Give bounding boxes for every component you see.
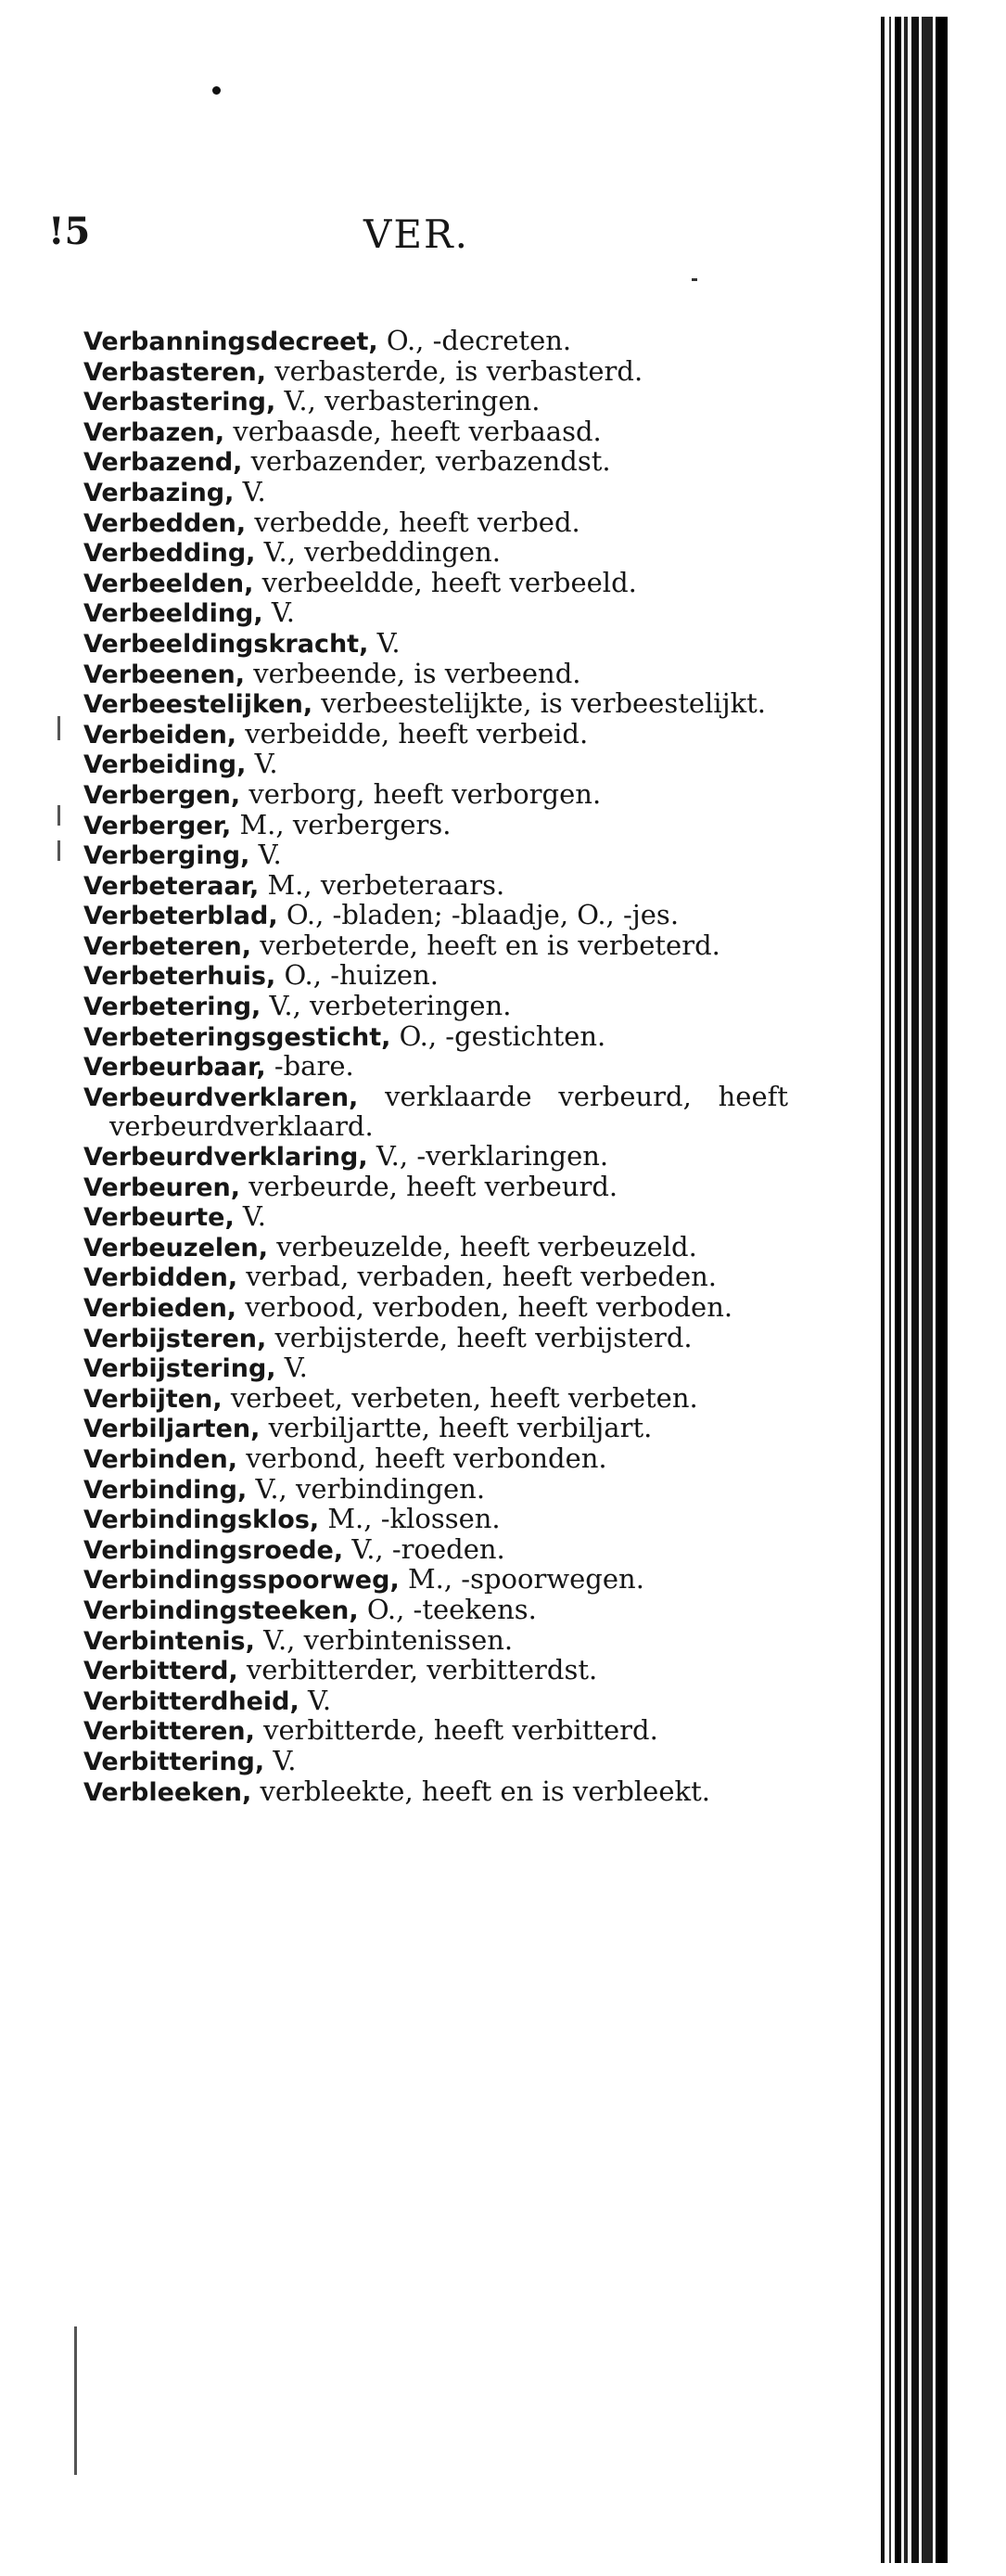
dictionary-entry [83, 1472, 788, 1506]
entry-headword: Verbazing, [83, 478, 235, 507]
entry-headword: Verbedding, [83, 539, 256, 569]
entry-headword: Verbijstering, [83, 1354, 276, 1384]
dictionary-entry [83, 626, 788, 660]
dictionary-entry [83, 868, 788, 902]
entry-headword: Verbeurbaar, [83, 1053, 266, 1083]
entry-definition: V. [271, 596, 295, 629]
entry-headword: Verbanningsdecreet, [83, 327, 378, 356]
entry-headword: Verbastering, [83, 388, 276, 417]
dictionary-entry [83, 475, 788, 508]
entry-headword: Verbintenis, [83, 1626, 255, 1656]
entry-headword: Verbeurdverklaren, [83, 1083, 359, 1112]
entry-headword: Verbijten, [83, 1384, 223, 1414]
dictionary-entry [83, 901, 788, 931]
dictionary-entry [83, 1656, 788, 1686]
entry-definition: V., verbintenissen. [263, 1623, 514, 1656]
entry-headword: Verbeteren, [83, 931, 252, 961]
entry-headword: Verbijsteren, [83, 1324, 267, 1353]
dictionary-entry [83, 1202, 788, 1233]
dictionary-entry [83, 327, 788, 357]
entry-definition: verbasterde, is verbasterd. [274, 354, 643, 387]
entry-definition: V. [273, 1744, 297, 1776]
entry-definition: verbijsterde, heeft verbijsterd. [274, 1321, 693, 1353]
entry-headword: Verbazen, [83, 417, 225, 447]
entry-headword: Verbeiden, [83, 720, 237, 750]
entry-headword: Verbazend, [83, 448, 243, 478]
entry-definition: M., -spoorwegen. [407, 1563, 644, 1596]
dictionary-entry [83, 1414, 788, 1444]
dictionary-entry [83, 1019, 788, 1053]
dictionary-entry [83, 1744, 788, 1777]
entry-definition: O., -decreten. [386, 325, 572, 356]
dictionary-entry [83, 1230, 788, 1263]
entry-list [83, 327, 788, 1807]
entry-headword: Verbasteren, [83, 357, 266, 387]
dictionary-entry [83, 961, 788, 992]
dictionary-entry [83, 1686, 788, 1717]
entry-headword: Verbindingsklos, [83, 1506, 320, 1535]
dictionary-entry [83, 566, 788, 599]
binding-edge [881, 17, 948, 2563]
entry-definition: V., -roeden. [351, 1532, 505, 1565]
entry-definition: O., -gestichten. [399, 1019, 606, 1052]
entry-definition: verbond, heeft verbonden. [246, 1442, 607, 1474]
dictionary-entry [83, 750, 788, 780]
entry-definition: verbeuzelde, heeft verbeuzeld. [276, 1230, 697, 1262]
entry-definition: V. [376, 626, 401, 659]
entry-headword: Verbeteringsgesticht, [83, 1022, 391, 1052]
dictionary-entry [83, 387, 788, 417]
entry-headword: Verbeurdverklaring, [83, 1143, 368, 1173]
entry-headword: Verbindingsspoorweg, [83, 1566, 400, 1596]
entry-headword: Verbeenen, [83, 660, 246, 689]
entry-headword: Verbeterblad, [83, 902, 278, 931]
dictionary-entry [83, 1777, 788, 1808]
entry-headword: Verbidden, [83, 1263, 238, 1293]
entry-headword: Verbieden, [83, 1294, 237, 1323]
entry-headword: Verbindingsteeken, [83, 1596, 359, 1625]
entry-headword: Verbindingsroede, [83, 1535, 344, 1565]
entry-definition: V. [242, 475, 266, 507]
entry-definition: verbazender, verbazendst. [250, 445, 611, 478]
entry-headword: Verbitterd, [83, 1657, 238, 1686]
dictionary-entry [83, 1052, 788, 1083]
dictionary-entry [83, 1716, 788, 1747]
entry-headword: Verbitterdheid, [83, 1686, 299, 1716]
entry-headword: Verbeeldingskracht, [83, 629, 369, 659]
page-number: !5 [48, 210, 91, 253]
entry-definition: -bare. [274, 1050, 354, 1083]
entry-definition: V. [284, 1352, 308, 1384]
entry-definition: V., verbindingen. [255, 1472, 486, 1505]
running-head: VER. [363, 211, 469, 257]
entry-definition: V. [308, 1684, 332, 1716]
entry-headword: Verbiljarten, [83, 1415, 261, 1444]
margin-mark [57, 716, 60, 740]
entry-definition: V., verbasteringen. [284, 385, 541, 417]
entry-definition: verbeeldde, heeft verbeeld. [261, 566, 637, 598]
entry-definition: verbaasde, heeft verbaasd. [233, 415, 602, 447]
dictionary-entry [83, 598, 788, 629]
dictionary-entry [83, 1321, 788, 1354]
dictionary-entry [83, 1142, 788, 1173]
entry-headword: Verbeelden, [83, 569, 254, 598]
entry-definition: V., verbeteringen. [269, 990, 512, 1022]
entry-definition: verbitterder, verbitterdst. [246, 1654, 598, 1686]
entry-definition: verbiljartte, heeft verbiljart. [268, 1412, 653, 1444]
entry-headword: Verbeteraar, [83, 871, 260, 901]
entry-definition: V., verbeddingen. [263, 536, 501, 569]
entry-definition: verbeterde, heeft en is verbeterd. [260, 929, 720, 961]
dictionary-entry [83, 1080, 788, 1143]
dictionary-entry [83, 1623, 788, 1657]
entry-headword: Verberger, [83, 811, 232, 840]
entry-headword: Verbeuzelen, [83, 1233, 268, 1262]
dictionary-entry [83, 1565, 788, 1596]
entry-headword: Verbergen, [83, 780, 241, 810]
dictionary-entry [83, 538, 788, 569]
entry-headword: Verbeuren, [83, 1173, 241, 1202]
entry-definition: M., verbeteraars. [267, 868, 505, 901]
entry-headword: Verbinding, [83, 1475, 248, 1505]
dictionary-entry [83, 1505, 788, 1535]
margin-mark [57, 840, 60, 861]
entry-definition: verbeet, verbeten, heeft verbeten. [230, 1381, 698, 1414]
dictionary-entry [83, 1381, 788, 1415]
entry-headword: Verbinden, [83, 1444, 237, 1474]
dictionary-entry [83, 354, 788, 388]
entry-definition: verbeurde, heeft verbeurd. [248, 1170, 618, 1202]
dictionary-entry [83, 992, 788, 1022]
margin-mark [57, 805, 60, 826]
entry-headword: Verbeestelijken, [83, 690, 313, 720]
entry-headword: Verbeelding, [83, 599, 263, 629]
entry-headword: Verbeiding, [83, 750, 247, 780]
dictionary-entry [83, 1593, 788, 1626]
entry-headword: Verbetering, [83, 993, 261, 1022]
entry-headword: Verbeterhuis, [83, 962, 276, 992]
entry-headword: Verberging, [83, 841, 250, 871]
entry-definition: O., -bladen; -blaadje, O., -jes. [286, 899, 680, 931]
dictionary-entry [83, 1262, 788, 1293]
entry-headword: Verbleeken, [83, 1777, 252, 1807]
dictionary-entry [83, 508, 788, 539]
dictionary-entry [83, 840, 788, 871]
dictionary-entry [83, 777, 788, 811]
margin-mark [74, 2326, 77, 2475]
dictionary-entry [83, 417, 788, 448]
entry-definition: V., -verklaringen. [376, 1140, 609, 1173]
dictionary-entry [83, 1353, 788, 1384]
dictionary-entry [83, 657, 788, 690]
entry-definition: V. [242, 1200, 267, 1233]
entry-headword: Verbitteren, [83, 1717, 255, 1747]
dictionary-entry [83, 1293, 788, 1324]
entry-definition: O., -huizen. [284, 959, 439, 992]
entry-definition: verbood, verboden, heeft verboden. [245, 1291, 733, 1323]
entry-definition: M., verbergers. [239, 808, 452, 840]
entry-definition: O., -teekens. [366, 1593, 537, 1625]
dictionary-entry [83, 1532, 788, 1566]
entry-definition: verbeidde, heeft verbeid. [245, 717, 589, 750]
dictionary-entry [83, 1170, 788, 1203]
entry-definition: verbitterde, heeft verbitterd. [263, 1714, 658, 1747]
entry-definition: verbad, verbaden, heeft verbeden. [246, 1261, 718, 1293]
ink-speck [212, 86, 221, 95]
dictionary-entry [83, 931, 788, 962]
entry-definition: verbeestelijkte, is verbeestelijkt. [321, 687, 767, 720]
dictionary-entry [83, 689, 788, 720]
dictionary-entry [83, 1444, 788, 1475]
dictionary-entry [83, 808, 788, 841]
entry-headword: Verbeurte, [83, 1203, 235, 1233]
entry-headword: Verbittering, [83, 1747, 265, 1776]
entry-definition: verbedde, heeft verbed. [254, 506, 580, 538]
entry-definition: M., -klossen. [327, 1503, 501, 1535]
entry-definition: V. [258, 839, 282, 871]
entry-definition: verborg, heeft verborgen. [248, 777, 602, 810]
dictionary-entry [83, 717, 788, 750]
entry-definition: verbleekte, heeft en is verbleekt. [260, 1775, 710, 1807]
ink-tick [692, 278, 697, 281]
entry-headword: Verbedden, [83, 508, 247, 538]
entry-definition: verbeende, is verbeend. [253, 657, 581, 689]
dictionary-entry [83, 447, 788, 478]
entry-definition: V. [254, 748, 278, 780]
entry-definition: verklaarde verbeurd, heeft verbeurdverklaard. [109, 1080, 788, 1143]
